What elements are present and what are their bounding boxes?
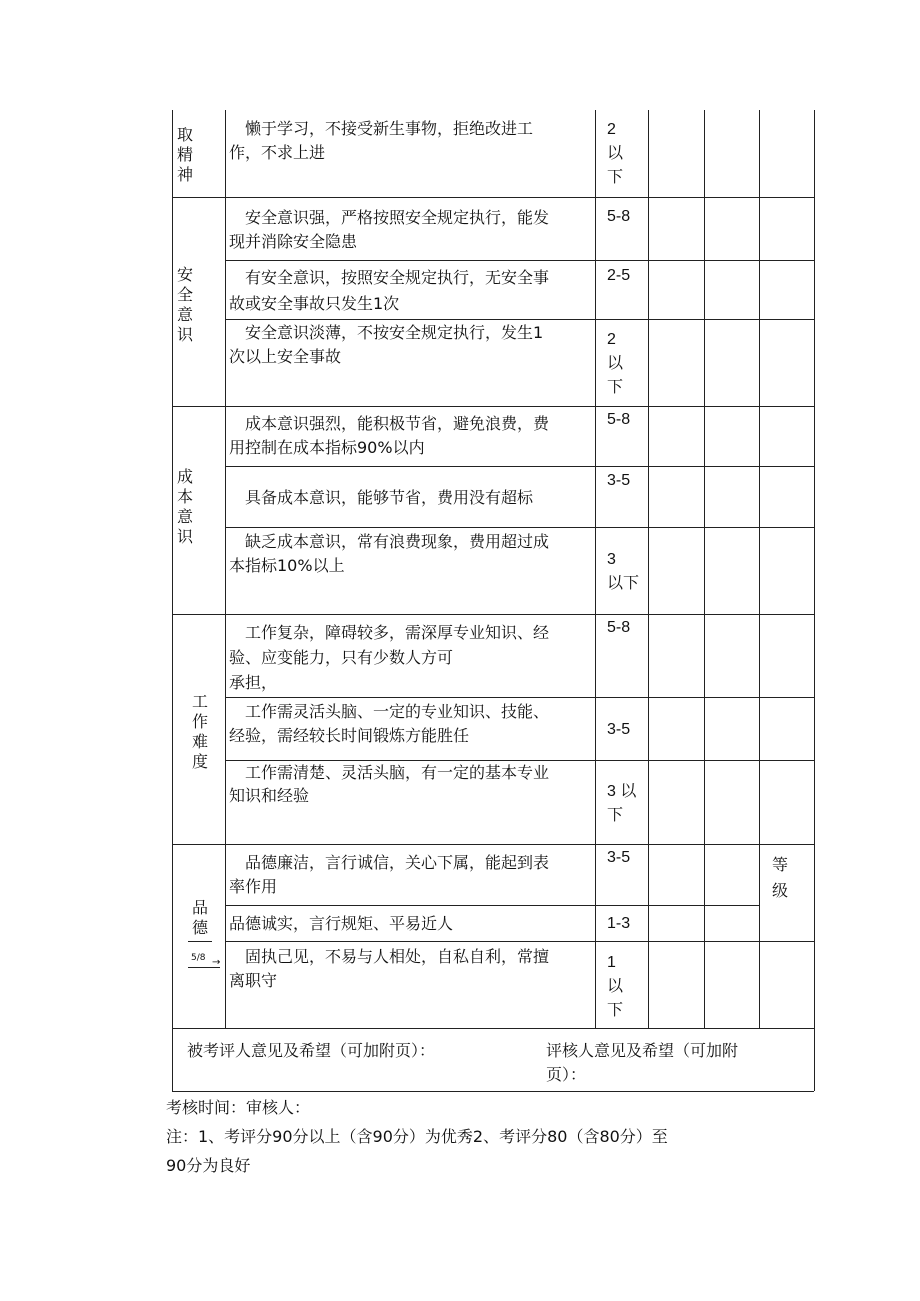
row-desc-line1: 工作需灵活头脑、一定的专业知识、技能、 (229, 702, 550, 721)
row-desc-line1: 固执己见，不易与人相处，自私自利，常擅 (229, 947, 550, 966)
row-desc-line2: 现并消除安全隐患 (229, 232, 358, 251)
score: 3-5 (607, 849, 631, 866)
row-desc-line2: 率作用 (229, 877, 278, 896)
row-desc-line1: 工作复杂，障碍较多，需深厚专业知识、经 (229, 623, 550, 642)
score: 以下 (607, 575, 640, 592)
score: 3 以 (607, 783, 637, 800)
category-label-chengben: 成本意识 (176, 467, 193, 546)
category-label-anquan: 安全意识 (176, 265, 193, 344)
row-desc-line2: 知识和经验 (229, 786, 310, 805)
category-label-nandu: 工作难度 (191, 692, 208, 771)
row-desc-line3: 承担， (229, 673, 278, 692)
score: 1 (607, 954, 616, 971)
score: 下 (607, 379, 624, 396)
score: 2-5 (607, 267, 631, 284)
score: 2 (607, 121, 616, 138)
category-label-jinqu: 取精神 (176, 125, 193, 184)
row-desc-line2: 次以上安全事故 (229, 347, 342, 366)
row-desc-line1: 安全意识强，严格按照安全规定执行，能发 (229, 208, 550, 227)
evaluee-opinion: 被考评人意见及希望（可加附页）： (187, 1041, 436, 1060)
score: 3-5 (607, 721, 631, 738)
row-desc-line1: 懒于学习，不接受新生事物，拒绝改进工 (229, 119, 534, 138)
score: 5-8 (607, 208, 631, 225)
row-desc-line1: 工作需清楚、灵活头脑，有一定的基本专业 (229, 763, 550, 782)
grade-label: 等级 (771, 855, 788, 900)
row-desc-line1: 具备成本意识，能够节省，费用没有超标 (229, 488, 534, 507)
footer-time: 考核时间：审核人： (166, 1098, 311, 1117)
score: 3-5 (607, 472, 631, 489)
row-desc-line2: 用控制在成本指标90%以内 (229, 438, 425, 457)
row-desc-line2: 验、应变能力，只有少数人方可 (229, 648, 454, 667)
score: 5-8 (607, 619, 631, 636)
score: 以 (607, 145, 624, 162)
row-desc-line1: 品德廉洁，言行诚信，关心下属，能起到表 (229, 853, 550, 872)
row-desc-line2: 离职守 (229, 971, 278, 990)
score: 下 (607, 169, 624, 186)
row-desc-line2: 作，不求上进 (229, 143, 326, 162)
score: 1-3 (607, 915, 631, 932)
row-desc-line1: 有安全意识，按照安全规定执行，无安全事 (229, 268, 550, 287)
reviewer-opinion-line2: 页）： (546, 1065, 587, 1084)
score: 3 (607, 551, 616, 568)
category-label-pinde: 品德 (191, 898, 208, 937)
footer-note-line2: 90分为良好 (166, 1156, 251, 1175)
footer-note-line1: 注：1、考评分90分以上（含90分）为优秀2、考评分80（含80分）至 (166, 1127, 668, 1146)
score: 5-8 (607, 411, 631, 428)
row-desc-line1: 品德诚实，言行规矩、平易近人 (229, 914, 454, 933)
row-desc-line1: 缺乏成本意识，常有浪费现象，费用超过成 (229, 532, 550, 551)
pinde-mark: 5/8 → (188, 939, 224, 969)
score: 以 (607, 978, 624, 995)
reviewer-opinion-line1: 评核人意见及希望（可加附 (546, 1041, 739, 1060)
row-desc-line2: 经验，需经较长时间锻炼方能胜任 (229, 726, 470, 745)
score: 以 (607, 355, 624, 372)
score: 下 (607, 1002, 624, 1019)
row-desc-line2: 故或安全事故只发生1次 (229, 294, 400, 313)
row-desc-line2: 本指标10%以上 (229, 556, 345, 575)
row-desc-line1: 成本意识强烈，能积极节省，避免浪费，费 (229, 414, 550, 433)
score: 2 (607, 331, 616, 348)
row-desc-line1: 安全意识淡薄，不按安全规定执行，发生1 (229, 323, 544, 342)
score: 下 (607, 807, 624, 824)
